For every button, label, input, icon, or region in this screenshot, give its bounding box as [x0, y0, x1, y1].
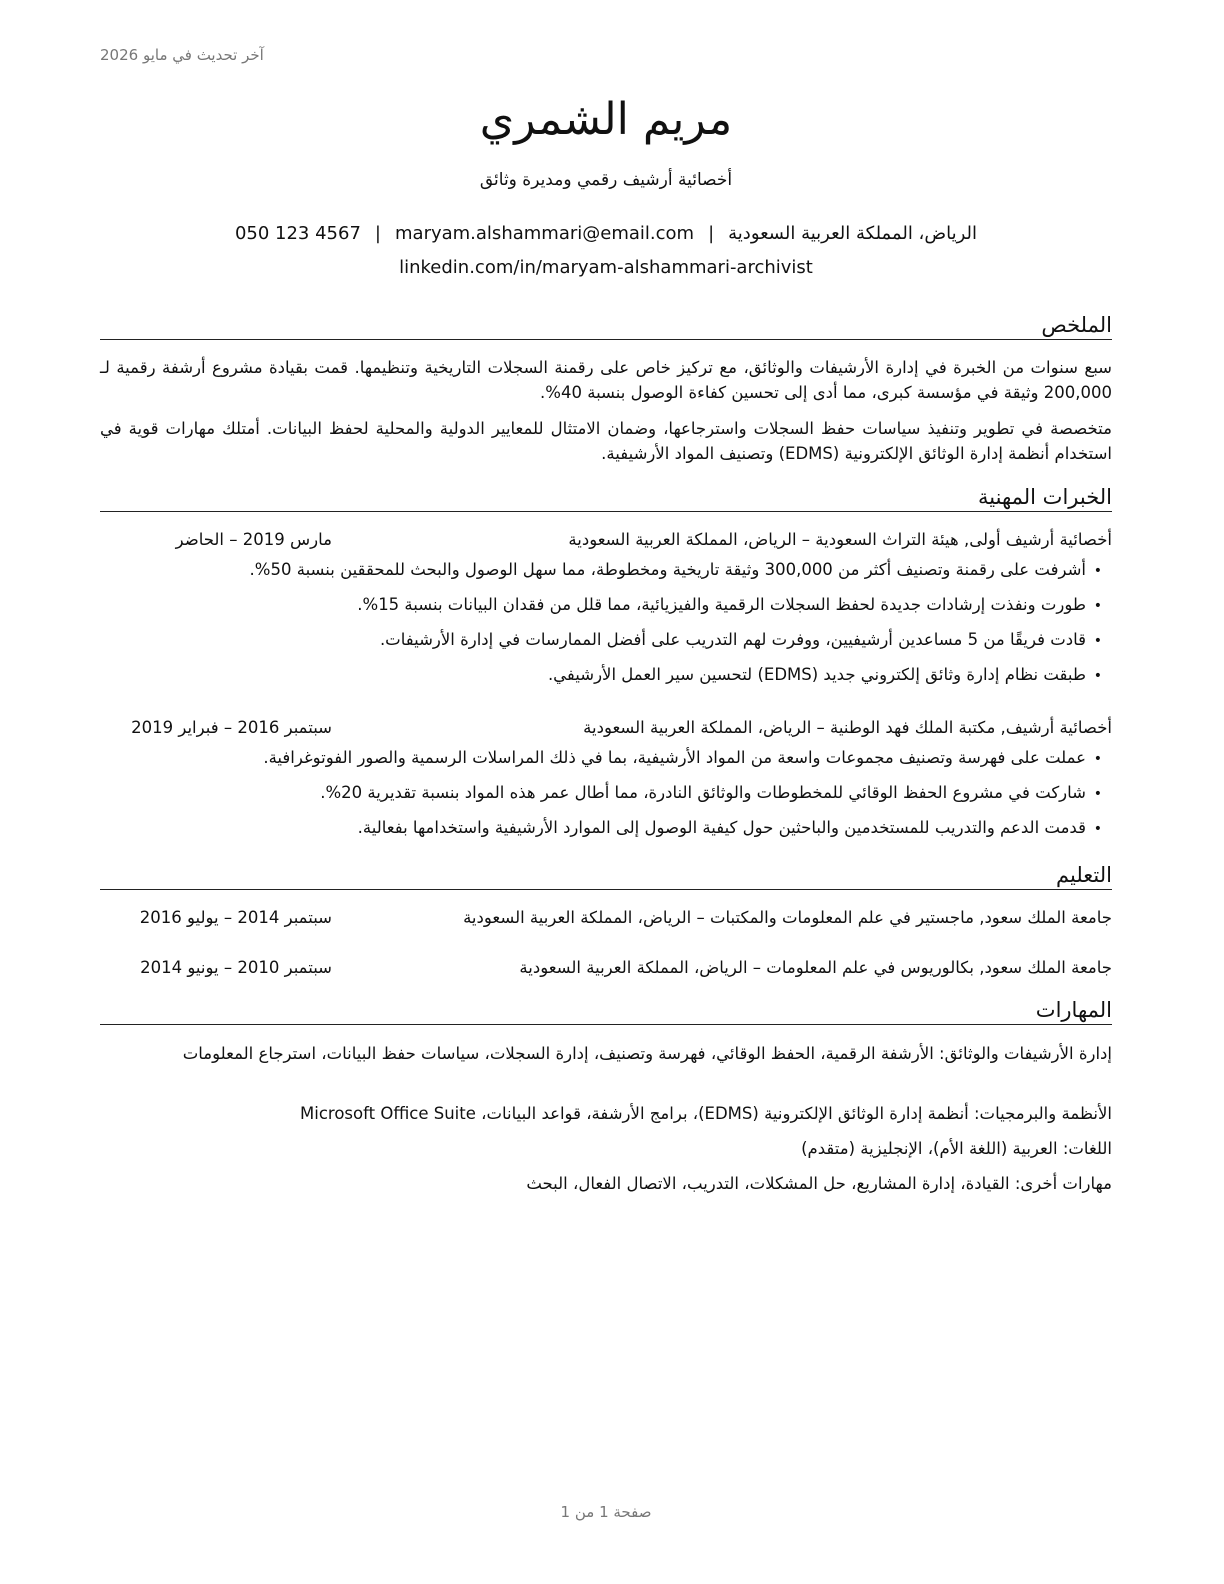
job-header [100, 715, 1112, 741]
bullet-text: شاركت في مشروع الحفظ الوقائي للمخطوطات والوثائق النادرة، مما أطال عمر هذه المواد بنسبة تقديرية 20%. [320, 783, 1086, 802]
contact-line [0, 223, 1212, 244]
bullet-text: أشرفت على رقمنة وتصنيف أكثر من 300,000 وثيقة تاريخية ومخطوطة، مما سهل الوصول والبحث للمحققين بنسبة 50%. [249, 560, 1086, 579]
section-heading-summary: الملخص [100, 312, 1112, 340]
education-dates: سبتمبر 2010 – يونيو 2014 [140, 958, 332, 977]
job-bullet [100, 662, 1112, 689]
bullet-icon: • [1093, 751, 1102, 767]
page-number: صفحة 1 من 1 [560, 1503, 652, 1521]
location-text: الرياض، المملكة العربية السعودية [728, 223, 978, 244]
bullet-text: طورت ونفذت إرشادات جديدة لحفظ السجلات الرقمية والفيزيائية، مما قلل من فقدان البيانات بنسبة 15%. [357, 595, 1086, 614]
bullet-text: قادت فريقًا من 5 مساعدين أرشيفيين، ووفرت لهم التدريب على أفضل الممارسات في إدارة الأرشيفات. [379, 630, 1086, 649]
linkedin-link[interactable]: linkedin.com/in/maryam-alshammari-archivist [399, 257, 813, 278]
job-bullet [100, 745, 1112, 772]
bullet-text: طبقت نظام إدارة وثائق إلكتروني جديد (EDMS) لتحسين سير العمل الأرشيفي. [547, 665, 1086, 684]
separator: | [708, 223, 715, 244]
email-link[interactable]: maryam.alshammari@email.com [395, 223, 695, 244]
skills-line: إدارة الأرشيفات والوثائق: الأرشفة الرقمية، الحفظ الوقائي، فهرسة وتصنيف، إدارة السجلات، سياسات حفظ البيانات، استرجاع المعلومات [182, 1044, 1112, 1063]
candidate-name: مريم الشمري [479, 94, 733, 145]
section-heading-experience: الخبرات المهنية [100, 484, 1112, 512]
section-heading-skills: المهارات [100, 997, 1112, 1025]
job-bullet [100, 592, 1112, 619]
bullet-text: قدمت الدعم والتدريب للمستخدمين والباحثين حول كيفية الوصول إلى الموارد الأرشيفية واستخدامها بفعالية. [357, 818, 1086, 837]
bullet-text: عملت على فهرسة وتصنيف مجموعات واسعة من المواد الأرشيفية، بما في ذلك المراسلات الرسمية والصور الفوتوغرافية. [263, 748, 1086, 767]
job-bullet [100, 780, 1112, 807]
education-entry [100, 955, 1112, 981]
job-dates: مارس 2019 – الحاضر [175, 530, 332, 549]
summary-paragraph: متخصصة في تطوير وتنفيذ سياسات حفظ السجلات واسترجاعها، وضمان الامتثال للمعايير الدولية والمحلية لحفظ البيانات. أمتلك مهارات قوية في استخدام أنظمة إدارة الوثائق الإلكترونية (EDMS) وتصنيف المواد الأرشيفية. [100, 419, 1112, 463]
phone-number: 050 123 4567 [234, 223, 361, 244]
skills-line: الأنظمة والبرمجيات: أنظمة إدارة الوثائق الإلكترونية (EDMS)، برامج الأرشفة، قواعد البيانات، Microsoft Office Suite [300, 1104, 1112, 1123]
job-bullet [100, 815, 1112, 842]
skills-line: مهارات أخرى: القيادة، إدارة المشاريع، حل المشكلات، التدريب، الاتصال الفعال، البحث [526, 1174, 1112, 1193]
summary-paragraph: سبع سنوات من الخبرة في إدارة الأرشيفات والوثائق، مع تركيز خاص على رقمنة السجلات التاريخية وتنظيمها. قمت بقيادة مشروع أرشفة رقمية لـ 200,000 وثيقة في مؤسسة كبرى، مما أدى إلى تحسين كفاءة الوصول بنسبة 40%. [100, 358, 1112, 402]
bullet-icon: • [1093, 668, 1102, 684]
bullet-icon: • [1093, 563, 1102, 579]
bullet-icon: • [1093, 821, 1102, 837]
bullet-icon: • [1093, 786, 1102, 802]
education-degree: جامعة الملك سعود, ماجستير في علم المعلومات والمكتبات – الرياض، المملكة العربية السعودية [463, 908, 1112, 927]
education-degree: جامعة الملك سعود, بكالوريوس في علم المعلومات – الرياض، المملكة العربية السعودية [519, 958, 1112, 977]
job-bullet [100, 557, 1112, 584]
bullet-icon: • [1093, 633, 1102, 649]
education-entry [100, 905, 1112, 931]
skills-line: اللغات: العربية (اللغة الأم)، الإنجليزية (متقدم) [801, 1139, 1112, 1158]
bullet-icon: • [1093, 598, 1102, 614]
last-updated-note: آخر تحديث في مايو 2026 [100, 46, 264, 64]
candidate-title: أخصائية أرشيف رقمي ومديرة وثائق [479, 170, 733, 190]
section-heading-education: التعليم [100, 862, 1112, 890]
job-bullet [100, 627, 1112, 654]
education-dates: سبتمبر 2014 – يوليو 2016 [139, 908, 332, 927]
job-dates: سبتمبر 2016 – فبراير 2019 [131, 718, 332, 737]
separator: | [374, 223, 381, 244]
job-header [100, 527, 1112, 553]
job-title-org: أخصائية أرشيف, مكتبة الملك فهد الوطنية – الرياض، المملكة العربية السعودية [583, 718, 1112, 737]
job-title-org: أخصائية أرشيف أولى, هيئة التراث السعودية – الرياض، المملكة العربية السعودية [568, 530, 1112, 549]
